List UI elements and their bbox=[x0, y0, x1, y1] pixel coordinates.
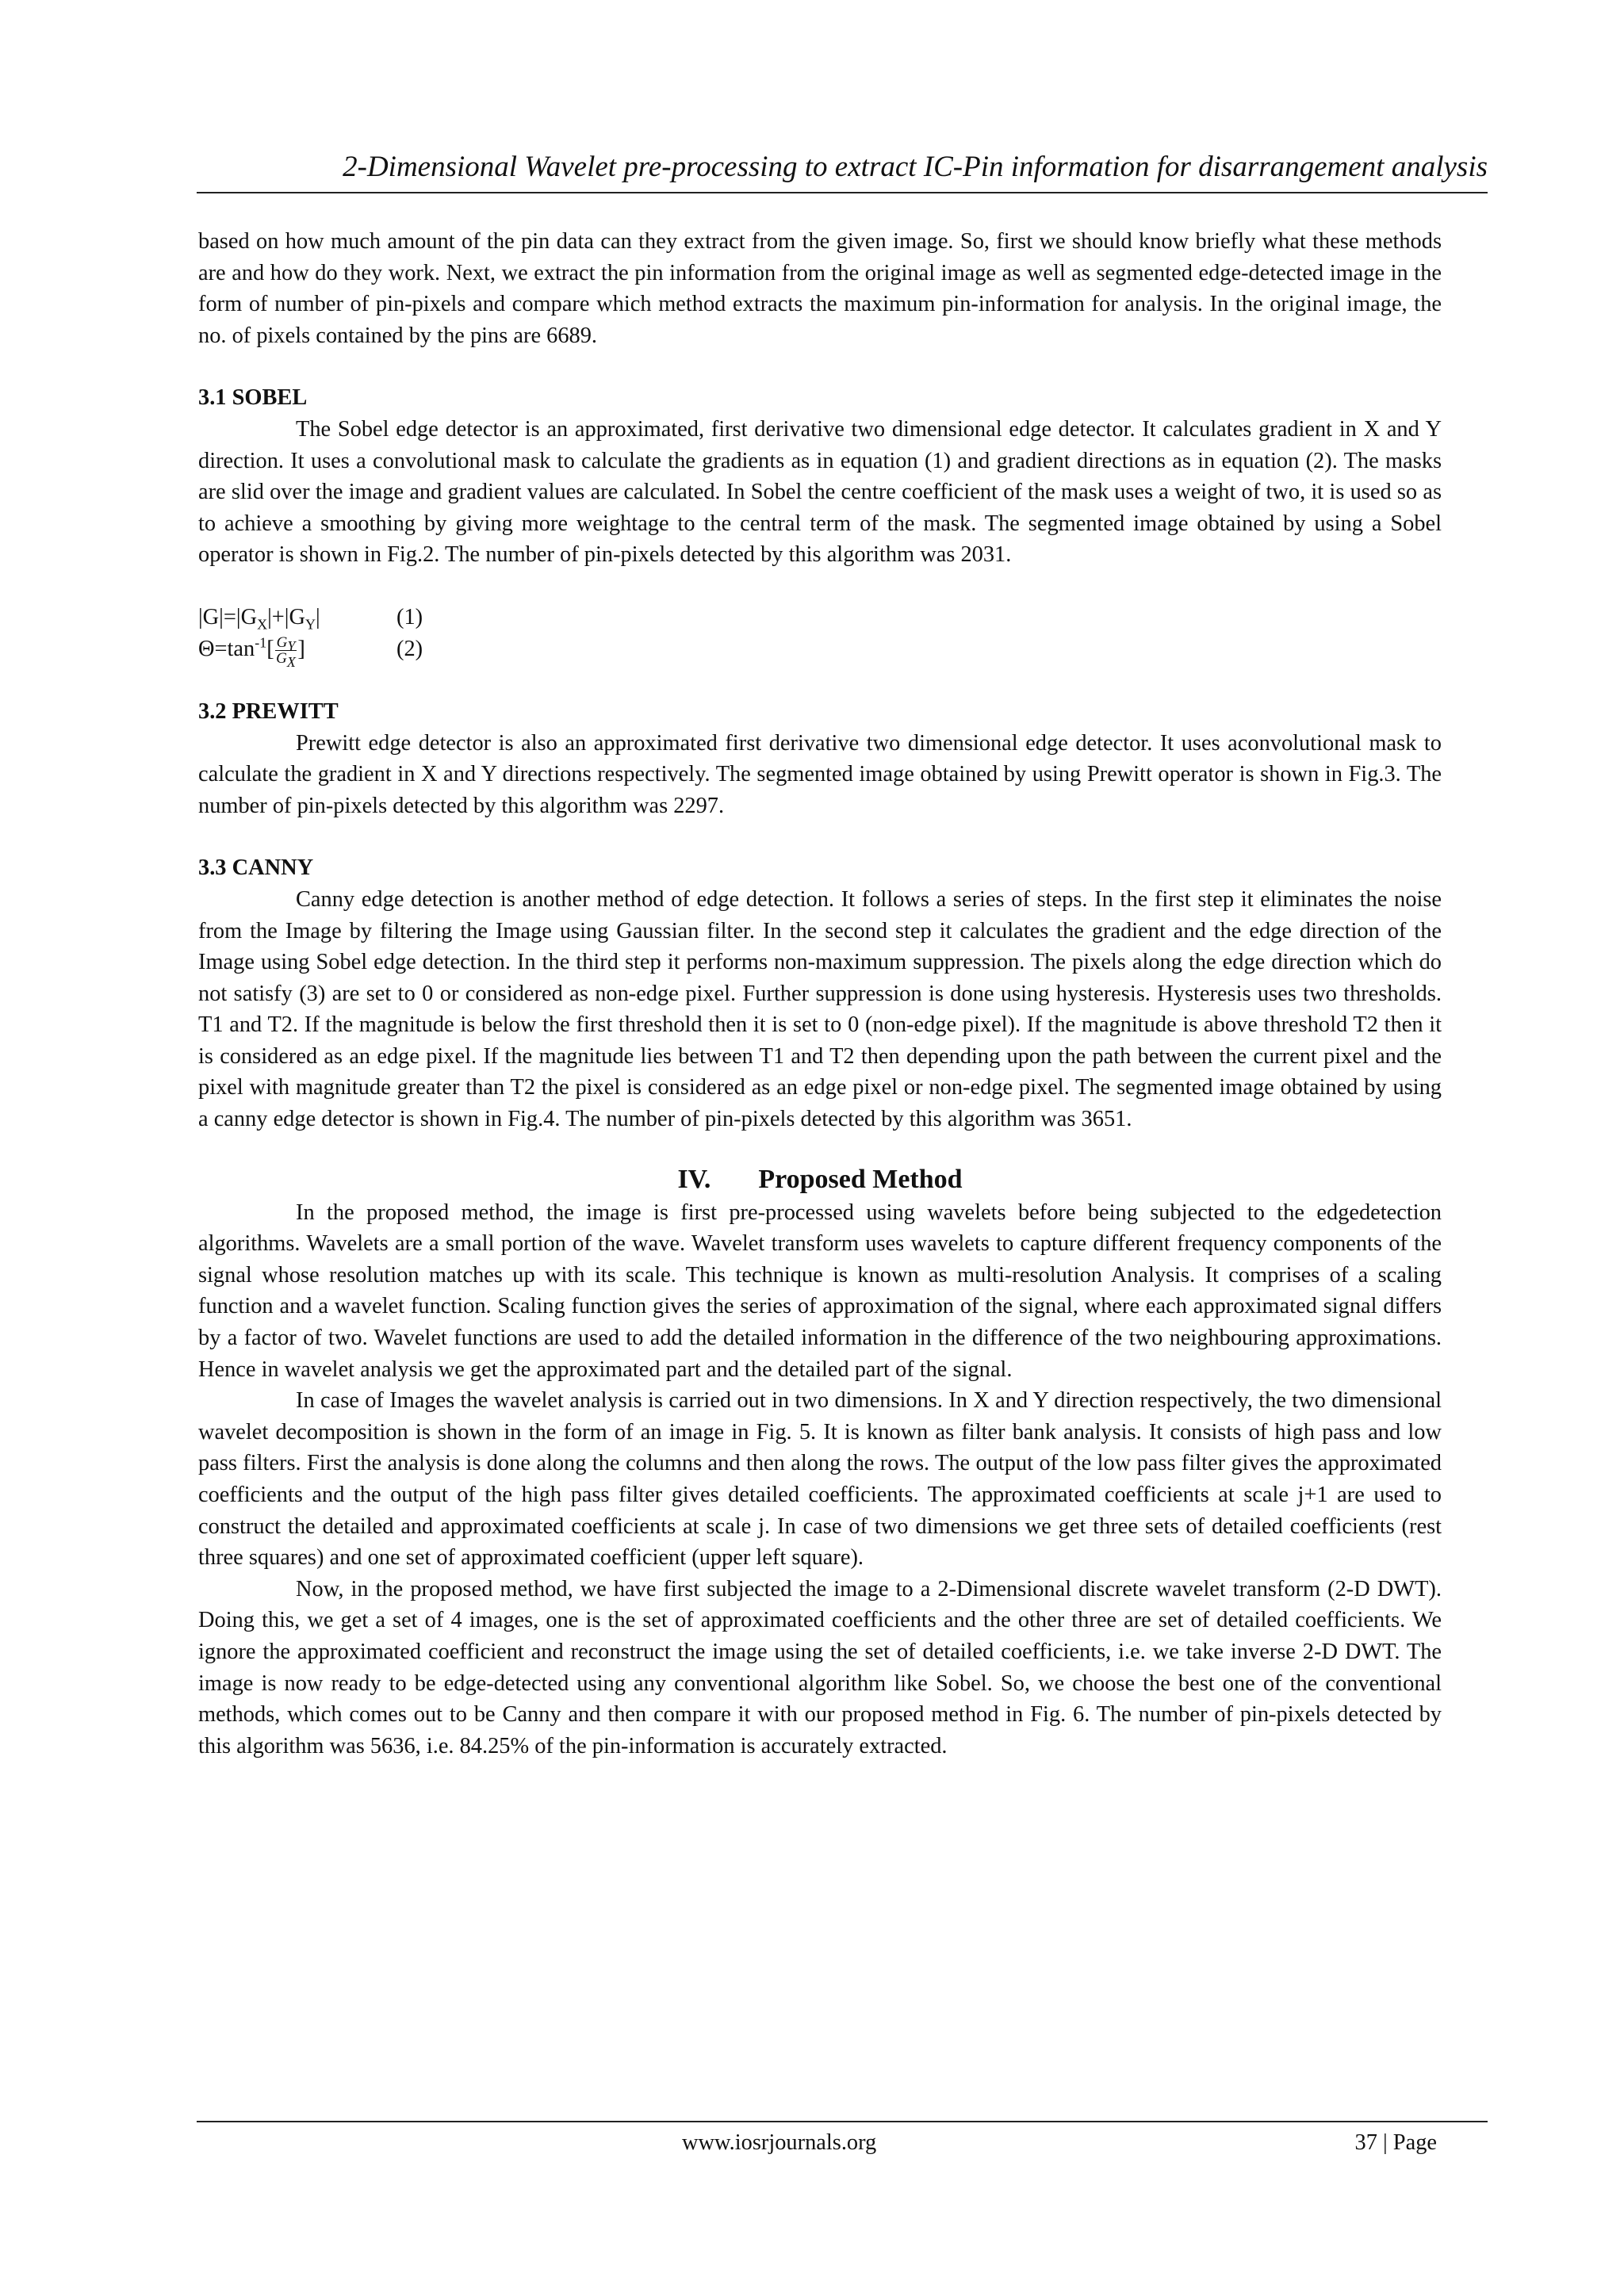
proposed-paragraph-3: Now, in the proposed method, we have first subjected the image to a 2-Dimensional discrete wavelet transform (2-D DWT). Doing this, we get a set of 4 images, one is the set of approximated coefficients and the other three are set of detailed coefficients. We ignore the approximated coefficient and reconstruct the image using the set of detailed coefficients, i.e. we take inverse 2-D DWT. The image is now ready to be edge-detected using any conventional algorithm like Sobel. So, we choose the best one of the conventional methods, which comes out to be Canny and then compare it with our proposed method in Fig. 6. The number of pin-pixels detected by this algorithm was 5636, i.e. 84.25% of the pin-information is accurately extracted. bbox=[198, 1576, 1442, 1758]
equation-2-number: (2) bbox=[396, 636, 423, 661]
equation-1 bbox=[198, 602, 1442, 633]
section-title: Proposed Method bbox=[758, 1164, 963, 1194]
equation-2-expression: $\Theta=\tan^{-1}$[ $\frac{G_Y}{G_X}$ ] bbox=[198, 633, 305, 670]
footer-rule bbox=[197, 2121, 1488, 2122]
section-heading-proposed-method bbox=[198, 1162, 1442, 1197]
page-body bbox=[198, 226, 1442, 1762]
proposed-paragraph-2: In case of Images the wavelet analysis is carried out in two dimensions. In X and Y direction respectively, the two dimensional wavelet decomposition is shown in the form of an image in Fig. 5. It is known as filter bank analysis. It consists of high pass and low pass filters. First the analysis is done along the columns and then along the rows. The output of the low pass filter gives the approximated coefficients and the output of the high pass filter gives detailed coefficients. The approximated coefficients at scale j+1 are used to construct the detailed and approximated coefficients at scale j. In case of two dimensions we get three sets of detailed coefficients (rest three squares) and one set of approximated coefficient (upper left square). bbox=[198, 1388, 1442, 1571]
proposed-paragraph-1: In the proposed method, the image is first pre-processed using wavelets before being subjected to the edgedetection algorithms. Wavelets are a small portion of the wave. Wavelet transform uses wavelets to capture different frequency components of the signal whose resolution matches up with its scale. This technique is known as multi-resolution Analysis. It comprises of a scaling function and a wavelet function. Scaling function gives the series of approximation of the signal, where each approximated signal differs by a factor of two. Wavelet functions are used to add the detailed information in the difference of the two neighbouring approximations. Hence in wavelet analysis we get the approximated part and the detailed part of the signal. bbox=[198, 1200, 1442, 1382]
footer-page-number: 37 | Page bbox=[1354, 2130, 1437, 2155]
section-heading-prewitt: 3.2 PREWITT bbox=[198, 698, 339, 724]
equation-1-expression: $|G|=|G_X|+|G_Y|$ bbox=[198, 604, 320, 633]
equation-2 bbox=[198, 633, 1442, 670]
header-rule bbox=[197, 192, 1488, 193]
prewitt-paragraph: Prewitt edge detector is also an approximated first derivative two dimensional edge detector. It uses aconvolutional mask to calculate the gradient in X and Y directions respectively. The segmented image obtained by using Prewitt operator is shown in Fig.3. The number of pin-pixels detected by this algorithm was 2297. bbox=[198, 730, 1442, 818]
running-header: 2-Dimensional Wavelet pre-processing to extract IC-Pin information for disarrangement analysis bbox=[343, 151, 1488, 183]
equation-1-number: (1) bbox=[396, 604, 423, 629]
section-heading-canny: 3.3 CANNY bbox=[198, 855, 314, 881]
intro-paragraph: based on how much amount of the pin data can they extract from the given image. So, first we should know briefly what these methods are and how do they work. Next, we extract the pin information from the original image as well as segmented edge-detected image in the form of number of pin-pixels and compare which method extracts the maximum pin-information for analysis. In the original image, the no. of pixels contained by the pins are 6689. bbox=[198, 229, 1442, 348]
section-heading-sobel: 3.1 SOBEL bbox=[198, 385, 308, 411]
canny-paragraph: Canny edge detection is another method of edge detection. It follows a series of steps. In the first step it eliminates the noise from the Image by filtering the Image using Gaussian filter. In the second step it calculates the gradient and the edge direction of the Image using Sobel edge detection. In the third step it performs non-maximum suppression. The pixels along the edge direction which do not satisfy (3) are set to 0 or considered as non-edge pixel. Further suppression is done using hysteresis. Hysteresis uses two thresholds. T1 and T2. If the magnitude is below the first threshold then it is set to 0 (non-edge pixel). If the magnitude is above threshold T2 then it is considered as an edge pixel. If the magnitude lies between T1 and T2 then depending upon the path between the current pixel and the pixel with magnitude greater than T2 the pixel is considered as an edge pixel or non-edge pixel. The segmented image obtained by using a canny edge detector is shown in Fig.4. The number of pin-pixels detected by this algorithm was 3651. bbox=[198, 886, 1442, 1132]
sobel-paragraph: The Sobel edge detector is an approximated, first derivative two dimensional edge detector. It calculates gradient in X and Y direction. It uses a convolutional mask to calculate the gradients as in equation (1) and gradient directions as in equation (2). The masks are slid over the image and gradient values are calculated. In Sobel the centre coefficient of the mask uses a weight of two, it is used so as to achieve a smoothing by giving more weightage to the central term of the mask. The segmented image obtained by using a Sobel operator is shown in Fig.2. The number of pin-pixels detected by this algorithm was 2031. bbox=[198, 416, 1442, 568]
footer-website: www.iosrjournals.org bbox=[682, 2130, 877, 2155]
equation-2-fraction: $\frac{G_Y}{G_X}$ bbox=[276, 633, 296, 670]
section-number: IV. bbox=[677, 1164, 711, 1194]
